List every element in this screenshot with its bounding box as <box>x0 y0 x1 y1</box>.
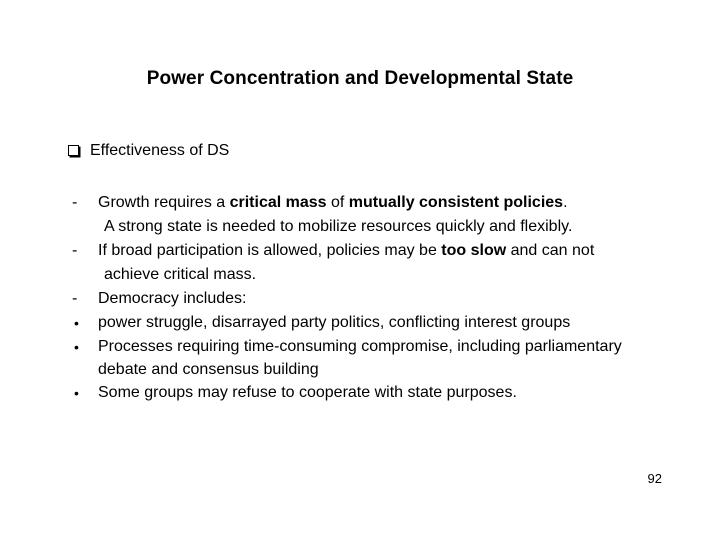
list-item <box>68 381 708 405</box>
item-line: debate and consensus building <box>98 361 319 378</box>
bullet-marker: • <box>74 385 79 401</box>
bullet-marker: • <box>74 315 79 331</box>
item-line: Processes requiring time-consuming compromise, including parliamentary <box>98 338 622 355</box>
list-item <box>68 191 708 239</box>
item-line: Some groups may refuse to cooperate with state purposes. <box>98 384 517 401</box>
list-item <box>68 239 708 287</box>
item-line: Democracy includes: <box>98 290 247 307</box>
emphasis-too-slow: too slow <box>441 242 507 259</box>
item-line: achieve critical mass. <box>104 266 257 283</box>
section-label: Effectiveness of DS <box>90 142 230 159</box>
section-heading <box>68 142 229 160</box>
dash-marker: - <box>72 290 78 307</box>
checkbox-bullet-icon <box>68 145 79 156</box>
emphasis-consistent-policies: mutually consistent policies <box>348 194 564 211</box>
item-line: A strong state is needed to mobilize resources quickly and flexibly. <box>104 218 573 235</box>
item-line: If broad participation is allowed, policies may be too slow and can not <box>98 242 595 259</box>
item-line: Growth requires a critical mass of mutually consistent policies. <box>98 194 568 211</box>
dash-marker: - <box>72 194 78 211</box>
slide-title: Power Concentration and Developmental State <box>146 68 574 89</box>
bullet-marker: • <box>74 339 79 355</box>
list-item <box>68 311 708 335</box>
dash-marker: - <box>72 242 78 259</box>
item-line: power struggle, disarrayed party politics, conflicting interest groups <box>98 314 571 331</box>
emphasis-critical-mass: critical mass <box>229 194 327 211</box>
page-number: 92 <box>647 471 662 486</box>
list-item <box>68 287 708 311</box>
list-item <box>68 335 708 381</box>
bullet-list <box>68 191 708 405</box>
